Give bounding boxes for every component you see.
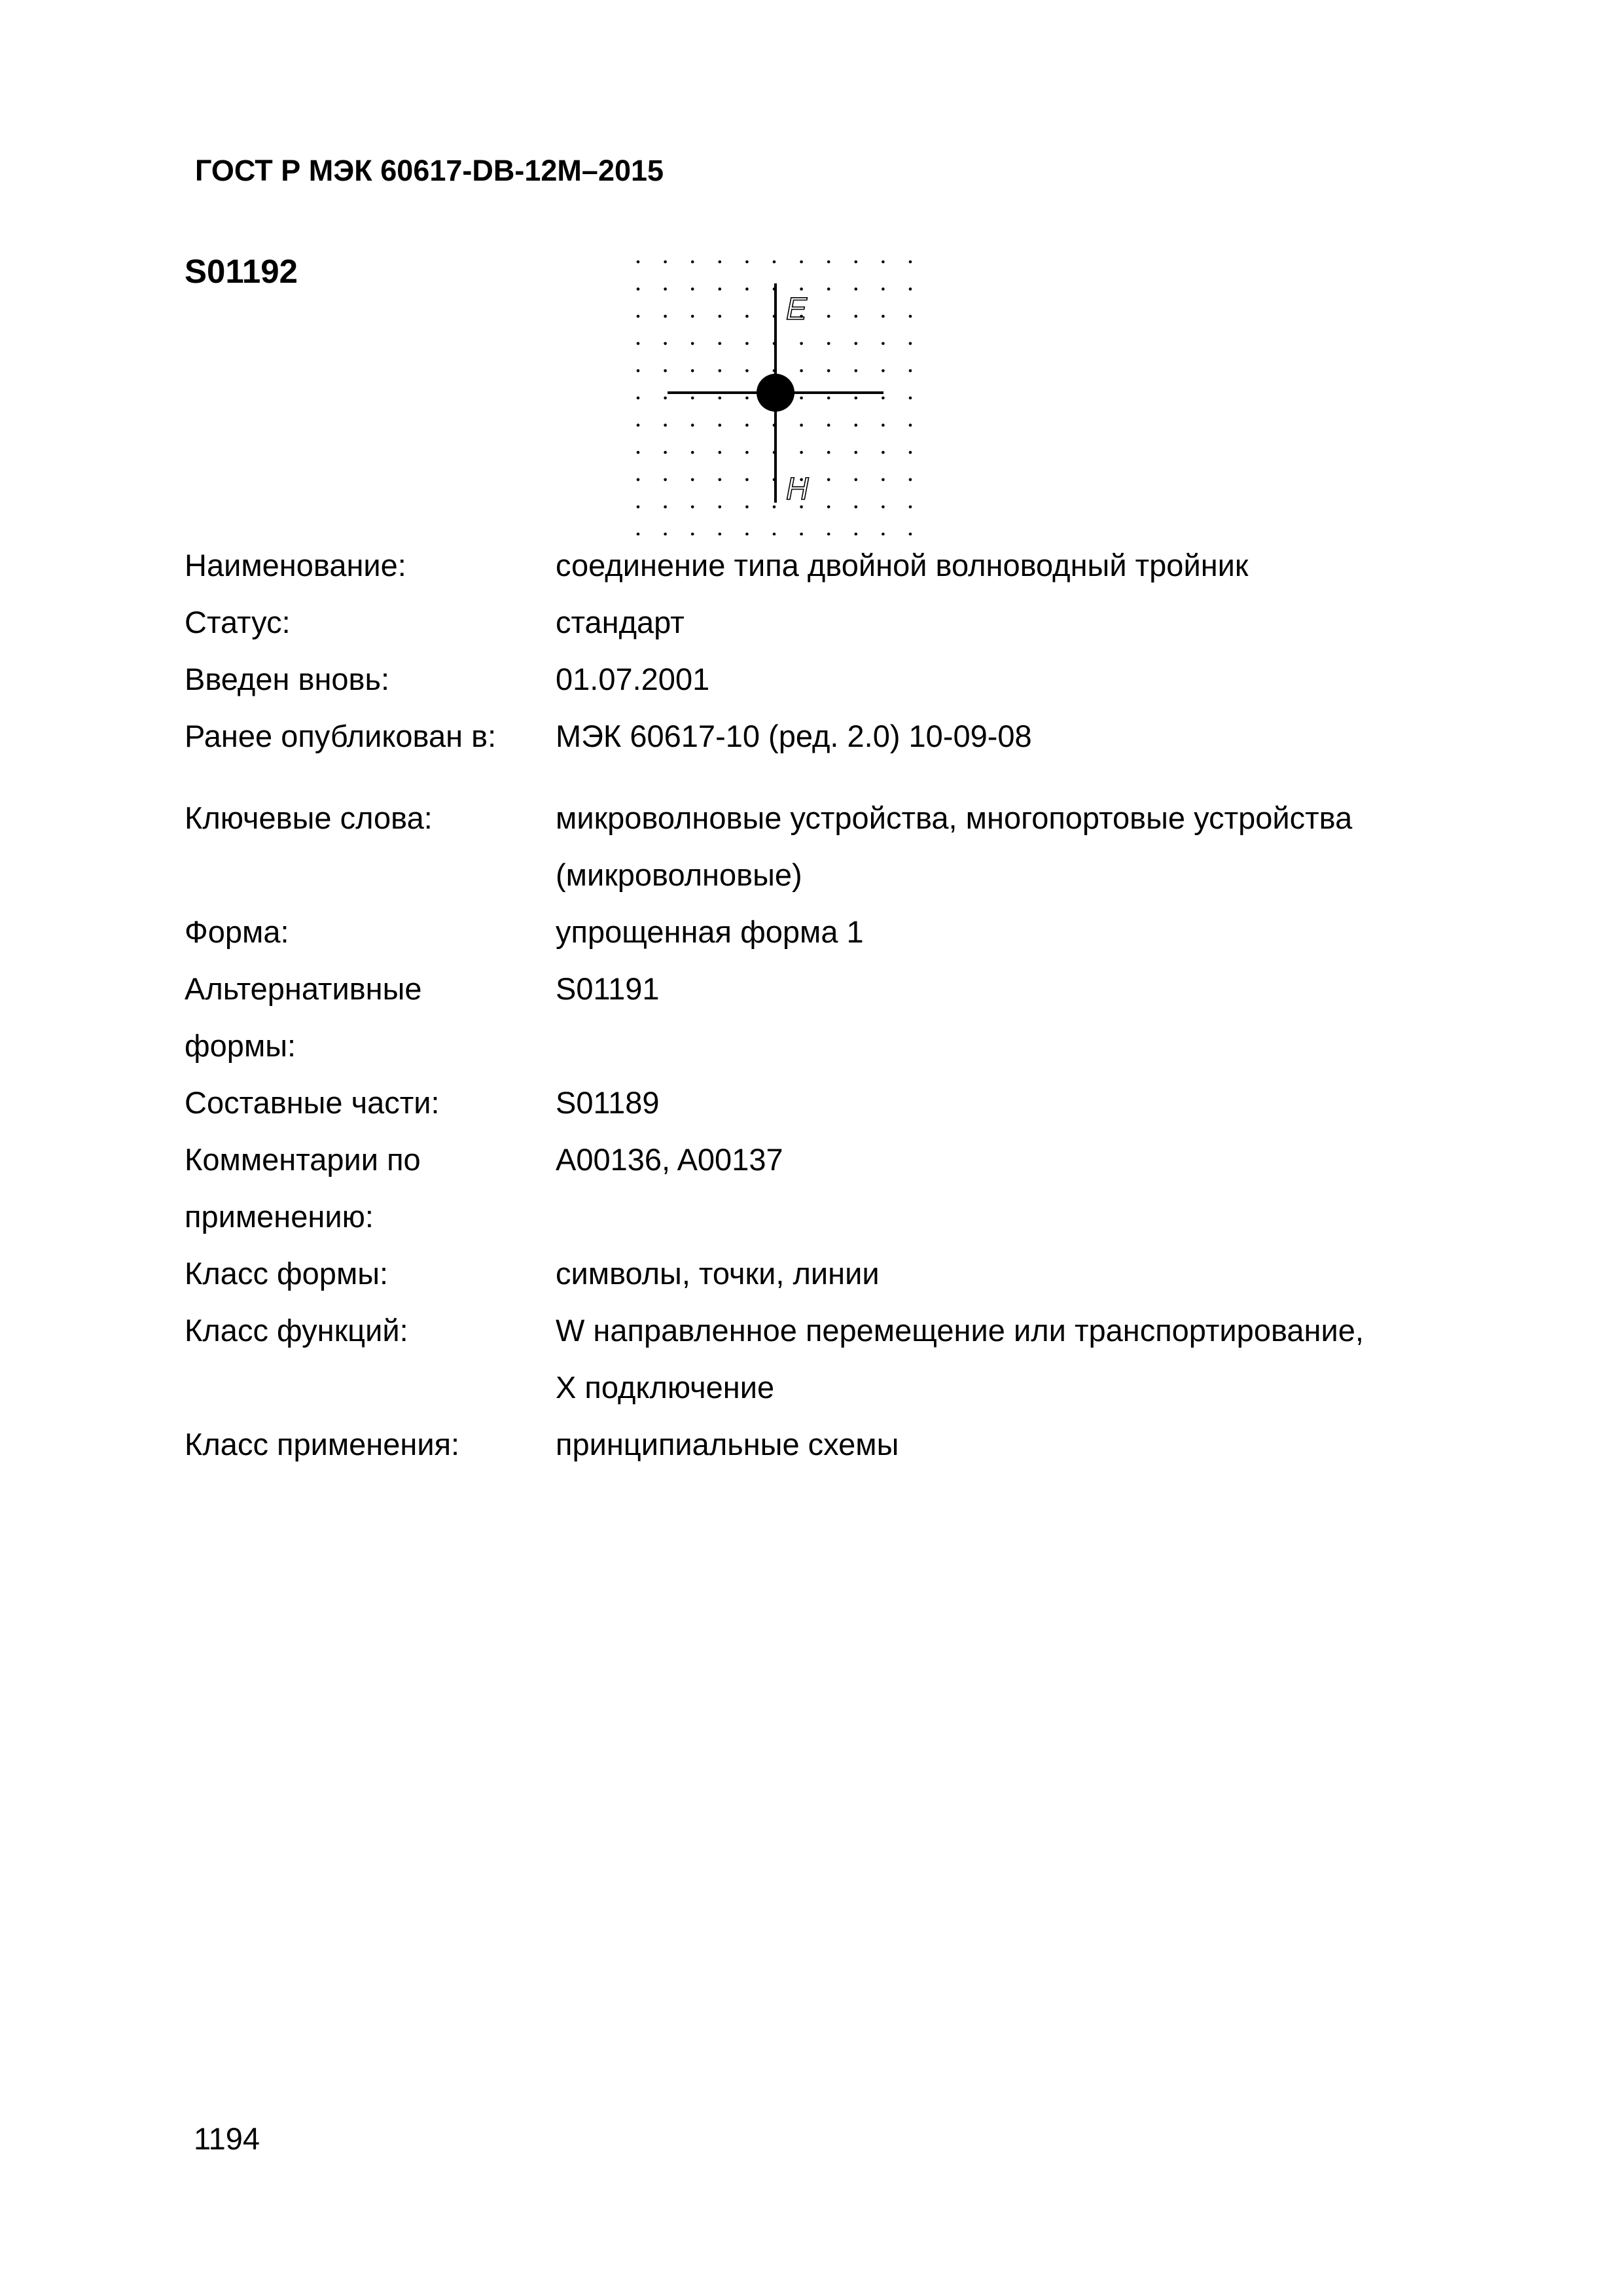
grid-dot (882, 342, 885, 346)
grid-dot (827, 342, 830, 346)
document-header: ГОСТ Р МЭК 60617-DB-12M–2015 (195, 154, 664, 187)
grid-dot (691, 505, 694, 509)
property-row (185, 594, 1454, 651)
waveguide-tee-symbol (628, 254, 923, 535)
grid-dot (827, 369, 830, 372)
property-label-line: Альтернативные (185, 971, 422, 1006)
grid-dot (745, 260, 749, 264)
grid-dot (664, 342, 667, 346)
grid-dot (719, 423, 722, 427)
grid-dot (909, 397, 912, 400)
grid-dot (909, 505, 912, 509)
grid-dot (637, 397, 640, 400)
grid-dot (691, 287, 694, 291)
grid-dot (745, 533, 749, 535)
grid-dot (691, 423, 694, 427)
grid-dot (855, 315, 858, 318)
grid-dot (882, 451, 885, 454)
grid-dot (637, 369, 640, 372)
grid-dot (664, 533, 667, 535)
grid-dot (800, 369, 803, 372)
grid-dot (909, 315, 912, 318)
grid-dot (882, 423, 885, 427)
property-label: Ранее опубликован в: (185, 719, 497, 753)
property-value: символы, точки, линии (556, 1256, 880, 1291)
grid-dot (855, 260, 858, 264)
grid-dot (800, 287, 803, 291)
property-label: Наименование: (185, 548, 406, 583)
grid-dot (855, 369, 858, 372)
grid-dot (909, 260, 912, 264)
property-value: A00136, A00137 (556, 1142, 783, 1177)
grid-dot (745, 287, 749, 291)
grid-dot (745, 342, 749, 346)
property-row (185, 789, 1454, 903)
property-value: МЭК 60617-10 (ред. 2.0) 10-09-08 (556, 719, 1032, 753)
grid-dot (637, 478, 640, 482)
grid-dot (745, 315, 749, 318)
grid-dot (719, 478, 722, 482)
junction-dot (757, 374, 794, 412)
property-label-line: применению: (185, 1199, 374, 1234)
property-label: Класс формы: (185, 1256, 389, 1291)
grid-dot (719, 505, 722, 509)
property-label: Форма: (185, 914, 289, 949)
property-label: Класс применения: (185, 1427, 460, 1462)
grid-dot (637, 533, 640, 535)
symbol-code: S01192 (185, 253, 298, 290)
property-label: Введен вновь: (185, 662, 390, 696)
grid-dot (773, 505, 776, 509)
property-row (185, 651, 1454, 708)
grid-dot (882, 315, 885, 318)
grid-dot (827, 451, 830, 454)
grid-dot (664, 451, 667, 454)
property-row (185, 1302, 1454, 1416)
grid-dot (800, 397, 803, 400)
grid-dot (664, 315, 667, 318)
grid-dot (855, 423, 858, 427)
property-value: соединение типа двойной волноводный тройник (556, 548, 1249, 583)
grid-dot (719, 397, 722, 400)
property-value (556, 789, 1454, 903)
property-row (185, 960, 1454, 1074)
grid-dot (719, 451, 722, 454)
property-row (185, 1245, 1454, 1302)
grid-dot (827, 315, 830, 318)
grid-dot (664, 287, 667, 291)
grid-dot (882, 369, 885, 372)
grid-dot (745, 478, 749, 482)
property-value: принципиальные схемы (556, 1427, 899, 1462)
grid-dot (745, 505, 749, 509)
grid-dot (882, 260, 885, 264)
grid-dot (745, 369, 749, 372)
grid-dot (691, 451, 694, 454)
property-label (185, 1131, 556, 1245)
property-value-line: W направленное перемещение или транспортирование, (556, 1313, 1364, 1348)
property-value-line: (микроволновые) (556, 857, 802, 892)
grid-dot (855, 397, 858, 400)
property-row (185, 1416, 1454, 1473)
e-label: E (786, 292, 808, 327)
grid-dot (882, 287, 885, 291)
grid-dot (773, 260, 776, 264)
grid-dot (691, 533, 694, 535)
grid-dot (664, 369, 667, 372)
grid-dot (800, 451, 803, 454)
property-value: S01189 (556, 1085, 660, 1120)
property-value: 01.07.2001 (556, 662, 710, 696)
grid-dot (664, 397, 667, 400)
grid-dot (855, 342, 858, 346)
grid-dot (664, 505, 667, 509)
grid-dot (827, 260, 830, 264)
property-value: упрощенная форма 1 (556, 914, 864, 949)
grid-dot (637, 342, 640, 346)
grid-dot (719, 369, 722, 372)
grid-dot (637, 505, 640, 509)
grid-dot (664, 423, 667, 427)
property-label-line: Комментарии по (185, 1142, 421, 1177)
grid-dot (909, 342, 912, 346)
grid-dot (909, 478, 912, 482)
grid-dot (800, 260, 803, 264)
properties-list (185, 537, 1454, 1473)
property-row (185, 1131, 1454, 1245)
grid-dot (827, 478, 830, 482)
grid-dot (637, 451, 640, 454)
property-row (185, 708, 1454, 764)
grid-dot (664, 260, 667, 264)
grid-dot (745, 397, 749, 400)
property-label (185, 960, 556, 1074)
property-label: Статус: (185, 605, 291, 639)
grid-dot (827, 505, 830, 509)
grid-dot (827, 287, 830, 291)
grid-dot (909, 451, 912, 454)
grid-dot (719, 533, 722, 535)
property-row (185, 537, 1454, 594)
grid-dot (719, 260, 722, 264)
grid-dot (637, 287, 640, 291)
grid-dot (909, 369, 912, 372)
grid-dot (719, 315, 722, 318)
grid-dot (691, 478, 694, 482)
grid-dot (827, 533, 830, 535)
grid-dot (691, 342, 694, 346)
grid-dot (800, 423, 803, 427)
page-number: 1194 (194, 2121, 260, 2156)
grid-dot (909, 423, 912, 427)
grid-dot (637, 423, 640, 427)
grid-dot (855, 287, 858, 291)
grid-dot (882, 397, 885, 400)
grid-dot (855, 505, 858, 509)
grid-dot (691, 369, 694, 372)
grid-dot (719, 342, 722, 346)
property-value: S01191 (556, 971, 660, 1006)
grid-dot (855, 478, 858, 482)
grid-dot (691, 315, 694, 318)
property-value (556, 1302, 1454, 1416)
property-label: Составные части: (185, 1085, 440, 1120)
grid-dot (827, 423, 830, 427)
h-label: H (786, 472, 809, 507)
grid-dot (719, 287, 722, 291)
grid-dot (855, 533, 858, 535)
grid-dot (637, 315, 640, 318)
property-row (185, 1074, 1454, 1131)
grid-dot (664, 478, 667, 482)
grid-dot (691, 397, 694, 400)
grid-dot (745, 451, 749, 454)
grid-dot (800, 342, 803, 346)
grid-dot (827, 397, 830, 400)
property-row (185, 903, 1454, 960)
grid-dot (745, 423, 749, 427)
property-value-line: микроволновые устройства, многопортовые устройства (556, 800, 1353, 835)
grid-dot (909, 287, 912, 291)
grid-dot (882, 505, 885, 509)
property-label: Ключевые слова: (185, 800, 433, 835)
grid-dot (882, 478, 885, 482)
grid-dot (773, 533, 776, 535)
grid-dot (882, 533, 885, 535)
property-label-line: формы: (185, 1028, 296, 1063)
grid-dot (855, 451, 858, 454)
property-value: стандарт (556, 605, 685, 639)
property-value-line: X подключение (556, 1370, 775, 1405)
grid-dot (909, 533, 912, 535)
grid-dot (800, 533, 803, 535)
grid-dot (637, 260, 640, 264)
grid-dot (691, 260, 694, 264)
property-label: Класс функций: (185, 1313, 408, 1348)
